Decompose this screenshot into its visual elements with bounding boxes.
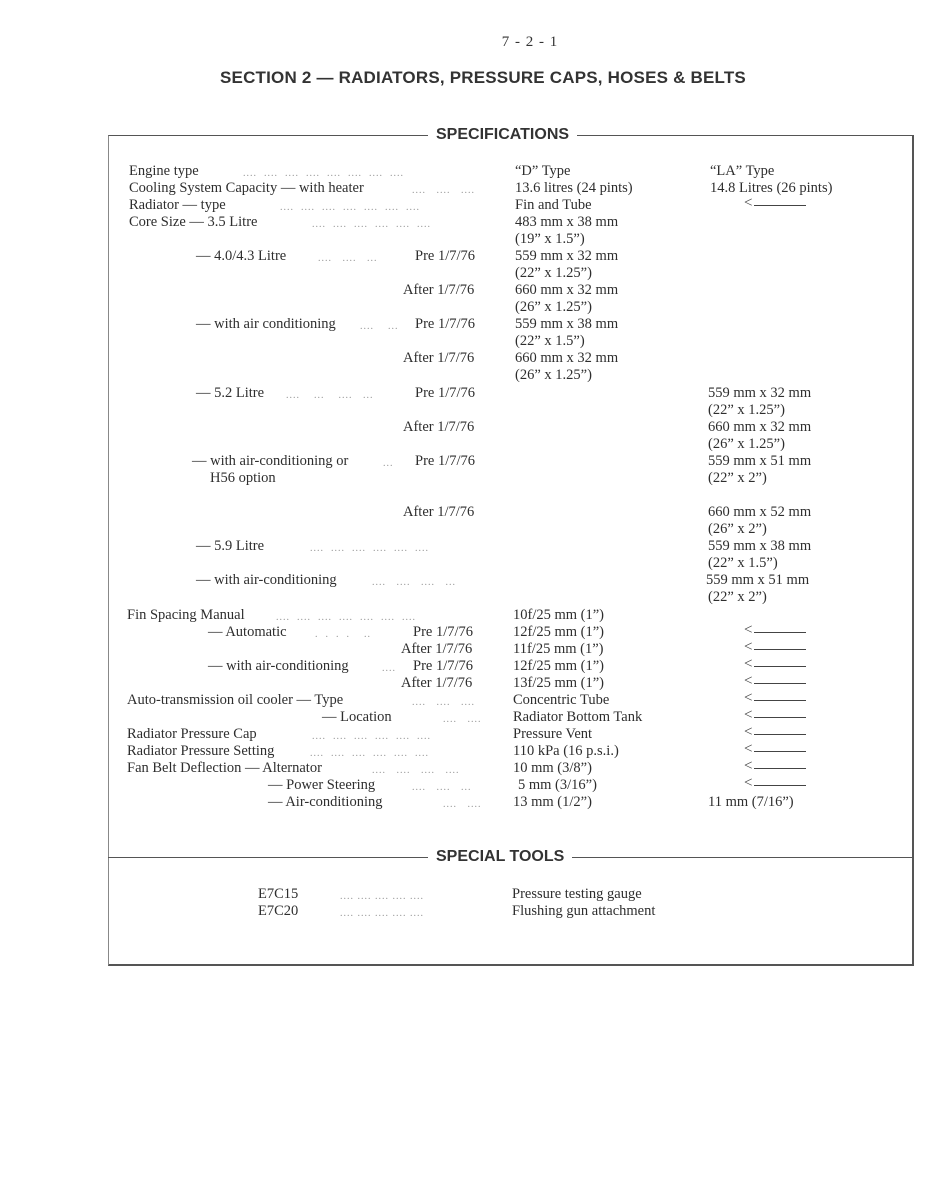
spec-label: — with air-conditioning [208,658,349,674]
date-qualifier: Pre 1/7/76 [415,316,476,332]
spec-label: — 4.0/4.3 Litre [196,248,287,264]
d-type-value: 660 mm x 32 mm [515,282,619,298]
leader-dots: .... .... .... .... .... .... .... .... [243,168,404,179]
tool-description: Flushing gun attachment [512,903,656,919]
left-arrow-icon: < [744,726,806,745]
date-qualifier: Pre 1/7/76 [415,453,476,469]
date-qualifier: Pre 1/7/76 [415,248,476,264]
d-type-value: 483 mm x 38 mm [515,214,619,230]
spec-label: — Location [322,709,392,725]
d-type-value: 5 mm (3/16”) [518,777,597,793]
d-type-value: 11f/25 mm (1”) [513,641,604,657]
leader-dots: .... [382,663,396,674]
left-arrow-icon: < [744,743,806,762]
d-type-imperial: (26” x 1.25”) [515,367,592,383]
d-type-value: Concentric Tube [513,692,610,708]
spec-label-continued: H56 option [210,470,276,486]
d-type-value: 13 mm (1/2”) [513,794,592,810]
tool-code: E7C20 [258,903,299,919]
d-type-header: “D” Type [515,163,571,179]
spec-label: Fin Spacing Manual [127,607,245,623]
spec-label: Fan Belt Deflection — Alternator [127,760,322,776]
date-qualifier: After 1/7/76 [403,350,475,366]
leader-dots: .... ... [360,321,399,332]
tool-code: E7C15 [258,886,299,902]
d-type-imperial: (22” x 1.5”) [515,333,585,349]
d-type-value: Pressure Vent [513,726,593,742]
spec-label: Radiator Pressure Cap [127,726,257,742]
d-type-value: Radiator Bottom Tank [513,709,643,725]
d-type-value: 559 mm x 38 mm [515,316,619,332]
date-qualifier: Pre 1/7/76 [413,658,474,674]
la-type-imperial: (22” x 2”) [708,589,767,605]
spec-label: — Air-conditioning [268,794,383,810]
d-type-imperial: (22” x 1.25”) [515,265,592,281]
left-arrow-icon: < [744,777,806,796]
special-tools-heading: SPECIAL TOOLS [428,848,572,866]
d-type-value: 559 mm x 32 mm [515,248,619,264]
page-number: 7 - 2 - 1 [501,34,559,50]
left-arrow-icon: < [744,760,806,779]
d-type-imperial: (19” x 1.5”) [515,231,585,247]
leader-dots: .... ... .... ... [286,390,374,401]
leader-dots: ... [383,458,394,469]
leader-dots: .... .... [443,799,482,810]
la-type-imperial: (22” x 2”) [708,470,767,486]
tool-description: Pressure testing gauge [512,886,642,902]
leader-dots: .... .... [443,714,482,725]
leader-dots: .... .... .... .... .... .... .... [280,202,420,213]
d-type-value: 12f/25 mm (1”) [513,624,605,640]
spec-label: Radiator Pressure Setting [127,743,275,759]
spec-label: — with air-conditioning [196,572,337,588]
section-title: SECTION 2 — RADIATORS, PRESSURE CAPS, HOSES & BELTS [220,68,746,87]
la-type-value: 660 mm x 32 mm [708,419,812,435]
spec-label: — with air conditioning [196,316,336,332]
leader-dots: .... .... .... .... .... .... [312,731,431,742]
spec-label: — Automatic [208,624,287,640]
spec-label: Engine type [129,163,199,179]
date-qualifier: After 1/7/76 [403,419,475,435]
la-type-imperial: (22” x 1.5”) [708,555,778,571]
la-type-value: 14.8 Litres (26 pints) [710,180,833,196]
la-type-value: 559 mm x 51 mm [706,572,810,588]
la-type-header: “LA” Type [710,163,775,179]
spec-label: — Power Steering [268,777,376,793]
la-type-value: 11 mm (7/16”) [708,794,794,810]
leader-dots: .... .... .... [412,185,475,196]
left-arrow-icon: < [744,658,806,677]
left-arrow-icon: < [744,692,806,711]
leader-dots: .... .... .... .... .... .... [310,543,429,554]
spec-label: Radiator — type [129,197,226,213]
leader-dots: .... .... .... [412,697,475,708]
left-arrow-icon: < [744,624,806,643]
date-qualifier: Pre 1/7/76 [415,385,476,401]
la-type-imperial: (26” x 1.25”) [708,436,785,452]
leader-dots: .... .... .... ... [372,577,456,588]
leader-dots: .... .... ... [318,253,378,264]
la-type-value: 559 mm x 38 mm [708,538,812,554]
spec-label: Core Size — 3.5 Litre [129,214,258,230]
la-type-imperial: (26” x 2”) [708,521,767,537]
leader-dots: .... .... ... [412,782,472,793]
spec-label: — 5.9 Litre [196,538,265,554]
la-type-imperial: (22” x 1.25”) [708,402,785,418]
spec-label: Cooling System Capacity — with heater [129,180,364,196]
d-type-value: 13f/25 mm (1”) [513,675,605,691]
date-qualifier: After 1/7/76 [401,675,473,691]
specifications-heading: SPECIFICATIONS [428,126,577,144]
spec-label: — 5.2 Litre [196,385,265,401]
la-type-value: 559 mm x 51 mm [708,453,812,469]
d-type-value: 13.6 litres (24 pints) [515,180,633,196]
left-arrow-icon: < [744,709,806,728]
d-type-value: 660 mm x 32 mm [515,350,619,366]
d-type-value: 110 kPa (16 p.s.i.) [513,743,619,759]
date-qualifier: After 1/7/76 [403,504,475,520]
left-arrow-icon: < [744,675,806,694]
leader-dots: .... .... .... .... [372,765,460,776]
date-qualifier: After 1/7/76 [403,282,475,298]
date-qualifier: After 1/7/76 [401,641,473,657]
left-arrow-icon: < [744,197,806,216]
leader-dots: .... .... .... .... .... .... .... [276,612,416,623]
la-type-value: 660 mm x 52 mm [708,504,812,520]
la-type-value: 559 mm x 32 mm [708,385,812,401]
spec-label: — with air-conditioning or [192,453,349,469]
d-type-value: 10f/25 mm (1”) [513,607,605,623]
leader-dots: .... .... .... .... .... .... [310,748,429,759]
left-arrow-icon: < [744,641,806,660]
spec-label: Auto-transmission oil cooler — Type [127,692,344,708]
leader-dots: .... .... .... .... .... [340,891,424,902]
leader-dots: .... .... .... .... .... [340,908,424,919]
d-type-value: Fin and Tube [515,197,592,213]
d-type-value: 12f/25 mm (1”) [513,658,605,674]
date-qualifier: Pre 1/7/76 [413,624,474,640]
d-type-value: 10 mm (3/8”) [513,760,592,776]
leader-dots: . . . . .. [315,629,371,640]
leader-dots: .... .... .... .... .... .... [312,219,431,230]
d-type-imperial: (26” x 1.25”) [515,299,592,315]
